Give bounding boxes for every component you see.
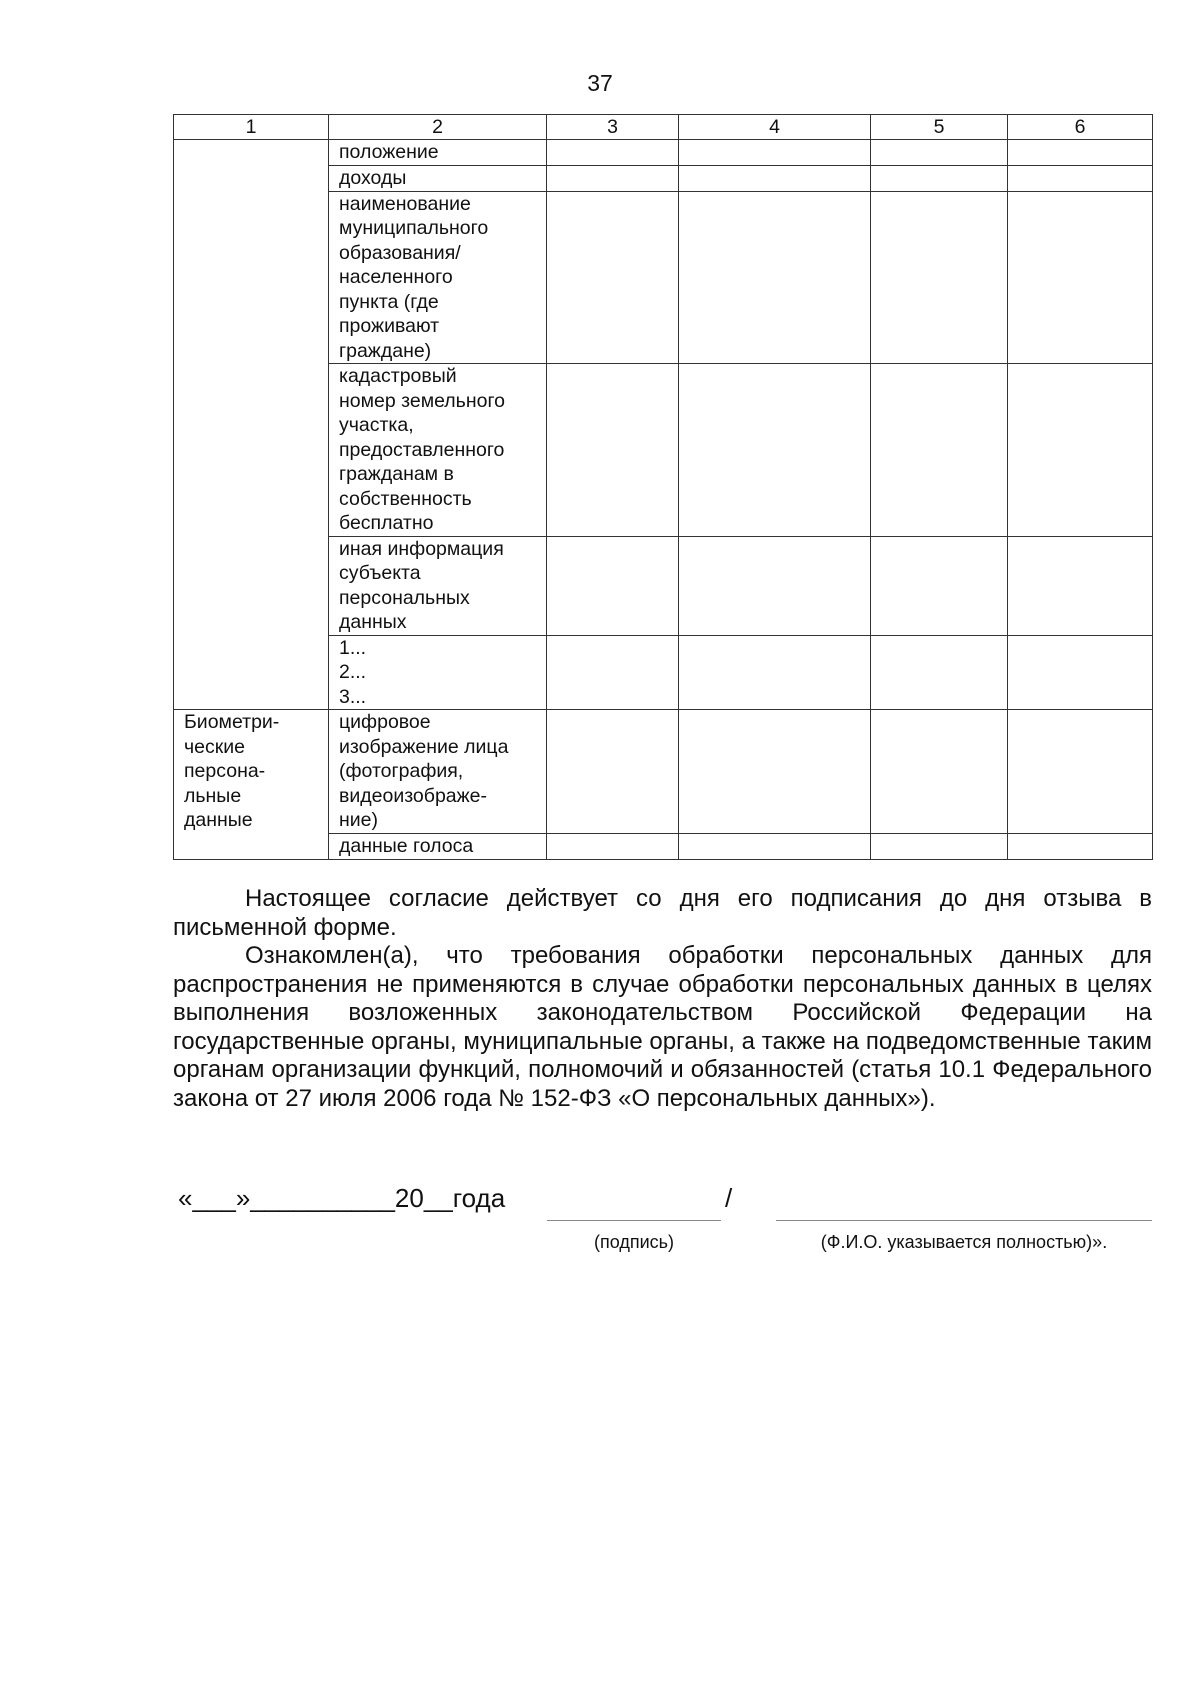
signature-caption: (подпись) xyxy=(593,1232,675,1252)
empty-cell xyxy=(1008,140,1153,166)
column-header: 5 xyxy=(871,115,1008,140)
cell-text-line: данные xyxy=(184,809,253,831)
cell-text-line: данных xyxy=(339,611,407,633)
empty-cell xyxy=(871,140,1008,166)
cell-text-line: данные голоса xyxy=(339,835,474,857)
table-header-row xyxy=(174,115,1153,140)
category-cell xyxy=(174,140,329,710)
cell-text-line: изображение лица xyxy=(339,735,509,758)
data-item-cell xyxy=(329,536,547,635)
empty-cell xyxy=(679,364,871,537)
empty-cell xyxy=(679,166,871,192)
data-item-cell xyxy=(329,140,547,166)
empty-cell xyxy=(871,635,1008,710)
empty-cell xyxy=(547,364,679,537)
cell-text-line: образования/ xyxy=(339,241,461,264)
cell-text-line: персона- xyxy=(184,760,266,782)
cell-text-line: граждане) xyxy=(339,339,432,362)
full-name-line xyxy=(776,1220,1152,1221)
empty-cell xyxy=(871,191,1008,364)
consent-validity-paragraph: Настоящее согласие действует со дня его подписания до дня отзыва в письменной форме. xyxy=(173,885,1152,941)
cell-text-line: положение xyxy=(339,141,439,163)
empty-cell xyxy=(547,834,679,860)
acknowledgement-paragraph: Ознакомлен(а), что требования обработки персональных данных для распространения не применяются в случае обработки персональных данных в целях выполнения возложенных законодательством Российской Федерации на государственные органы, муниципальные органы, а также на подведомственные таким органам организации функций, полномочий и обязанностей (статья 10.1 Федерального закона от 27 июля 2006 года № 152-ФЗ «О персональных данных»). xyxy=(173,942,1152,1112)
cell-text-line: кадастровый xyxy=(339,365,457,387)
empty-cell xyxy=(1008,710,1153,834)
empty-cell xyxy=(1008,834,1153,860)
cell-text-line: иная информация xyxy=(339,537,504,560)
empty-cell xyxy=(679,140,871,166)
data-item-cell xyxy=(329,166,547,192)
table-row xyxy=(174,710,1153,834)
cell-text-line: 2... xyxy=(339,661,367,683)
empty-cell xyxy=(871,834,1008,860)
column-header: 1 xyxy=(174,115,329,140)
signature-line xyxy=(547,1220,721,1221)
cell-text-line: субъекта xyxy=(339,562,421,584)
column-header: 6 xyxy=(1008,115,1153,140)
column-header: 2 xyxy=(329,115,547,140)
data-item-cell xyxy=(329,191,547,364)
full-name-caption: (Ф.И.О. указывается полностью)». xyxy=(820,1232,1108,1252)
cell-text-line: наименование xyxy=(339,192,471,215)
cell-text-line: 1... xyxy=(339,636,367,659)
personal-data-table xyxy=(173,114,1153,860)
cell-text-line: проживают xyxy=(339,315,440,337)
cell-text-line: доходы xyxy=(339,167,407,189)
empty-cell xyxy=(1008,536,1153,635)
empty-cell xyxy=(1008,191,1153,364)
empty-cell xyxy=(547,166,679,192)
category-cell xyxy=(174,710,329,860)
cell-text-line: предоставленного xyxy=(339,438,505,461)
data-item-cell xyxy=(329,364,547,537)
cell-text-line: Биометри- xyxy=(184,711,280,733)
table-row xyxy=(174,140,1153,166)
empty-cell xyxy=(679,710,871,834)
cell-text-line: муниципального xyxy=(339,217,489,239)
empty-cell xyxy=(679,834,871,860)
cell-text-line: пункта (где xyxy=(339,290,439,313)
cell-text-line: ние) xyxy=(339,809,378,831)
empty-cell xyxy=(679,536,871,635)
empty-cell xyxy=(547,710,679,834)
cell-text-line: номер земельного xyxy=(339,389,505,412)
data-item-cell xyxy=(329,710,547,834)
empty-cell xyxy=(871,166,1008,192)
column-header: 4 xyxy=(679,115,871,140)
cell-text-line: (фотография, xyxy=(339,760,464,782)
empty-cell xyxy=(679,635,871,710)
cell-text-line: цифровое xyxy=(339,711,431,733)
cell-text-line: собственность xyxy=(339,487,472,510)
empty-cell xyxy=(871,536,1008,635)
column-header: 3 xyxy=(547,115,679,140)
empty-cell xyxy=(1008,166,1153,192)
empty-cell xyxy=(679,191,871,364)
empty-cell xyxy=(871,710,1008,834)
cell-text-line: бесплатно xyxy=(339,512,434,534)
cell-text-line: населенного xyxy=(339,266,453,288)
empty-cell xyxy=(547,635,679,710)
cell-text-line: гражданам в xyxy=(339,463,454,485)
signature-separator: / xyxy=(725,1183,733,1213)
empty-cell xyxy=(547,536,679,635)
cell-text-line: ческие xyxy=(184,735,246,758)
cell-text-line: видеоизображе- xyxy=(339,784,488,807)
data-item-cell xyxy=(329,834,547,860)
cell-text-line: льные xyxy=(184,784,242,807)
empty-cell xyxy=(547,191,679,364)
cell-text-line: персональных xyxy=(339,586,470,609)
cell-text-line: 3... xyxy=(339,685,367,708)
empty-cell xyxy=(871,364,1008,537)
cell-text-line: участка, xyxy=(339,414,414,436)
page-number: 37 xyxy=(587,70,613,96)
empty-cell xyxy=(1008,364,1153,537)
empty-cell xyxy=(547,140,679,166)
date-line: «___»__________20__года xyxy=(178,1183,506,1213)
data-item-cell xyxy=(329,635,547,710)
empty-cell xyxy=(1008,635,1153,710)
